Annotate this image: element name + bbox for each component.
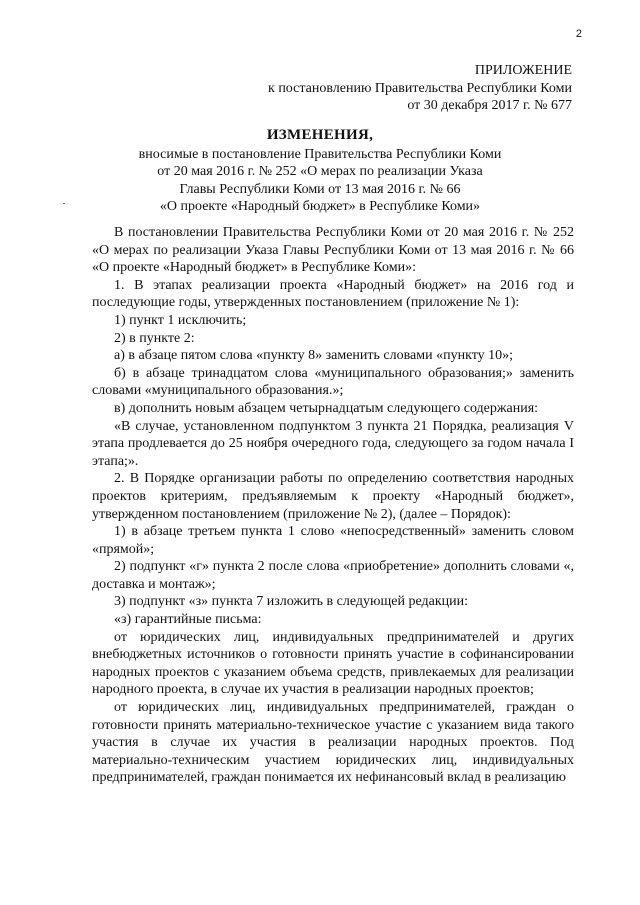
document-heading — [60, 127, 580, 216]
body-paragraph: б) в абзаце тринадцатом слова «муниципального образования;» заменить словами «муниципального образования.»; — [92, 365, 574, 399]
body-paragraph: а) в абзаце пятом слова «пункту 8» заменить словами «пункту 10»; — [114, 348, 514, 364]
body-paragraph: 3) подпункт «з» пункта 7 изложить в следующей редакции: — [114, 594, 468, 610]
scan-speck — [63, 203, 65, 204]
body-paragraph: 1) пункт 1 исключить; — [114, 312, 247, 328]
body-paragraph: 1. В этапах реализации проекта «Народный бюджет» на 2016 год и последующие годы, утвержденных постановлением (приложение № 1): — [92, 277, 574, 311]
document-subtitle-line: от 20 мая 2016 г. № 252 «О мерах по реализации Указа — [157, 164, 483, 179]
body-paragraph: от юридических лиц, индивидуальных предпринимателей и других внебюджетных источников о готовности принять участие в софинансировании народных проектов с указанием объема средств, привлекаемых для реализации народного проекта, в случае их участия в реализации народных проектов; — [92, 629, 574, 698]
document-subtitle-line: Главы Республики Коми от 13 мая 2016 г. № 66 — [179, 181, 461, 197]
document-subtitle-line: «О проекте «Народный бюджет» в Республике Коми» — [159, 199, 481, 214]
body-paragraph: 2) в пункте 2: — [114, 330, 195, 346]
body-paragraph: 1) в абзаце третьем пункта 1 слово «непосредственный» заменить словом «прямой»; — [92, 524, 574, 557]
body-paragraph: от юридических лиц, индивидуальных предпринимателей, граждан о готовности принять материально-техническое участие с указанием вида такого участия в случае их участия в реализации народных проектов. Под материально-техническим участием юридических лиц, индивидуальных предпринимателей, граждан понимается их нефинансовый вклад в реализацию — [92, 700, 574, 786]
document-body — [92, 224, 574, 787]
document-subtitle-line: вносимые в постановление Правительства Республики Коми — [138, 146, 502, 162]
body-paragraph: 2. В Порядке организации работы по определению соответствия народных проектов критериям, предъявляемым к проекту «Народный бюджет», утвержденном постановлением (приложение № 2), (далее – Порядок): — [92, 471, 574, 522]
body-paragraph: в) дополнить новым абзацем четырнадцатым следующего содержания: — [114, 400, 539, 416]
body-paragraph: В постановлении Правительства Республики Коми от 20 мая 2016 г. № 252 «О мерах по реализации Указа Главы Республики Коми от 13 мая 2016 г. № 66 «О проекте «Народный бюджет» в Республике Коми»: — [92, 225, 574, 276]
body-paragraph: «В случае, установленном подпунктом 3 пункта 21 Порядка, реализация V этапа продлевается до 25 ноября очередного года, следующего за годом начала I этапа;». — [92, 418, 574, 469]
document-title: ИЗМЕНЕНИЯ, — [266, 127, 374, 143]
body-paragraph: «з) гарантийные письма: — [114, 612, 262, 628]
appendix-title: ПРИЛОЖЕНИЕ — [474, 63, 572, 78]
appendix-decree-line: к постановлению Правительства Республики Коми — [268, 81, 572, 96]
appendix-date-line: от 30 декабря 2017 г. № 677 — [407, 98, 572, 113]
page-number: 2 — [575, 28, 582, 40]
body-paragraph: 2) подпункт «г» пункта 2 после слова «приобретение» дополнить словами «, доставка и монтаж»; — [92, 559, 574, 592]
appendix-header — [192, 62, 572, 114]
